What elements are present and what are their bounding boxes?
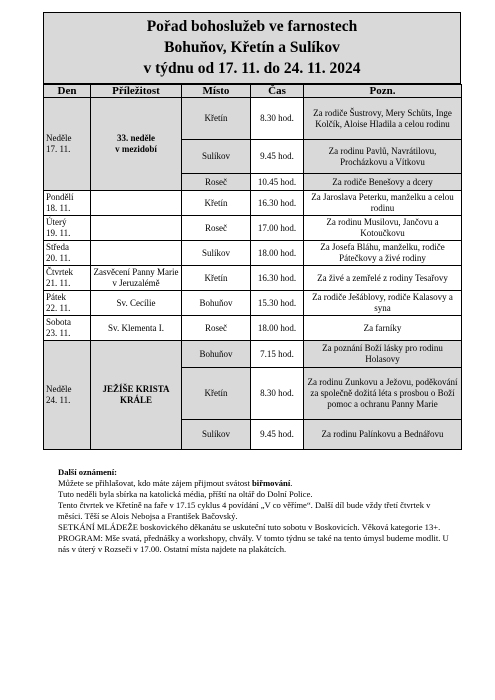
occasion-line: v mezidobí [115,144,157,154]
day-date: 19. 11. [46,228,71,238]
note-cell: Za rodiče Benešovy a dcery [304,174,462,191]
note-cell: Za farníky [304,316,462,341]
table-row [44,341,462,368]
place-cell: Křetín [182,368,251,420]
time-cell: 7.15 hod. [251,341,304,368]
table-row [44,216,462,241]
place-cell: Křetín [182,191,251,216]
occasion-line: 33. neděle [117,133,155,143]
day-date: 20. 11. [46,253,71,263]
time-cell: 9.45 hod. [251,140,304,174]
time-cell: 16.30 hod. [251,191,304,216]
header-row [44,85,462,98]
table-row [44,316,462,341]
day-date: 17. 11. [46,144,71,154]
note-cell: Za rodinu Zunkovu a Ježovu, poděkování za společně dožitá léta s prosbou o Boží pomoc a ochranu Panny Marie [304,368,462,420]
day-date: 18. 11. [46,203,71,213]
table-row [44,191,462,216]
header-den: Den [44,85,91,98]
announcement-text: . [290,478,293,488]
time-cell: 17.00 hod. [251,216,304,241]
occasion-cell [91,216,182,241]
announcement-paragraph: Tuto neděli byla sbírka na katolická média, příští na oltář do Dolní Police. [58,489,313,499]
note-cell: Za poznání Boží lásky pro rodinu Holasovy [304,341,462,368]
day-cell [44,191,91,216]
announcements-heading: Další oznámení: [58,467,117,477]
announcement-paragraph [58,478,453,489]
place-cell: Roseč [182,316,251,341]
time-cell: 16.30 hod. [251,266,304,291]
announcement-paragraph: Tento čtvrtek ve Křetíně na faře v 17.15 cyklus 4 povídání „V co věříme“. Další díl bude vždy třetí čtvrtek v měsíci. Těší se Alois Nebojsa a František Bačovský. [58,500,431,521]
day-name: Čtvrtek [46,267,73,277]
occasion-cell [91,98,182,191]
day-cell [44,266,91,291]
occasion-cell: Sv. Klementa I. [91,316,182,341]
title-line-1: Pořad bohoslužeb ve farnostech [146,18,358,35]
table-row [44,266,462,291]
title-line-2: Bohuňov, Křetín a Sulíkov [164,39,340,56]
announcements [58,467,453,555]
announcement-highlight: biřmování [252,478,291,488]
day-cell [44,241,91,266]
time-cell: 10.45 hod. [251,174,304,191]
day-date: 24. 11. [46,395,71,405]
announcement-text: Můžete se přihlašovat, kdo máte zájem přijmout svátost [58,478,253,488]
day-cell [44,216,91,241]
place-cell: Křetín [182,266,251,291]
note-cell: Za rodiče Šustrovy, Mery Schüts, Inge Kolčík, Aloise Hladila a celou rodinu [304,98,462,140]
day-date: 23. 11. [46,328,71,338]
schedule-table [43,84,462,450]
place-cell: Sulíkov [182,241,251,266]
place-cell: Roseč [182,216,251,241]
day-name: Středa [46,242,69,252]
place-cell: Bohuňov [182,341,251,368]
place-cell: Roseč [182,174,251,191]
time-cell: 8.30 hod. [251,368,304,420]
time-cell: 8.30 hod. [251,98,304,140]
note-cell: Za Josefa Bláhu, manželku, rodiče Pátečkovy a živé rodiny [304,241,462,266]
occasion-cell [91,191,182,216]
note-cell: Za rodiče Ješáblovy, rodiče Kalasovy a syna [304,291,462,316]
title-line-3: v týdnu od 17. 11. do 24. 11. 2024 [143,60,361,77]
occasion-cell: Zasvěcení Panny Marie v Jeruzalémě [91,266,182,291]
day-name: Neděle [46,133,72,143]
occasion-cell: Sv. Cecílie [91,291,182,316]
table-row [44,241,462,266]
day-name: Úterý [46,217,67,227]
note-cell: Za rodinu Pavlů, Navrátilovu, Procházkovu a Vítkovu [304,140,462,174]
table-row [44,291,462,316]
header-pozn: Pozn. [304,85,462,98]
place-cell: Sulíkov [182,420,251,450]
day-cell [44,341,91,450]
header-prilezitost: Příležitost [91,85,182,98]
day-cell [44,98,91,191]
day-name: Sobota [46,317,72,327]
occasion-line: KRÁLE [119,395,152,405]
occasion-line: JEŽÍŠE KRISTA [102,384,170,394]
announcement-paragraph: SETKÁNÍ MLÁDEŽE boskovického děkanátu se uskuteční tuto sobotu v Boskovicích. Věková kategorie 13+. PROGRAM: Mše svatá, přednášky a workshopy, chvály. V tomto týdnu se také na tento úmysl budeme modlit. U nás v úterý v Rozseči v 17.00. Ostatní místa najdete na plakátcích. [58,522,449,554]
note-cell: Za rodinu Musilovu, Jančovu a Kotoučkovu [304,216,462,241]
place-cell: Bohuňov [182,291,251,316]
day-date: 21. 11. [46,278,71,288]
occasion-cell [91,341,182,450]
time-cell: 18.00 hod. [251,316,304,341]
title-box [43,12,461,84]
day-date: 22. 11. [46,303,71,313]
day-cell [44,316,91,341]
note-cell: Za živé a zemřelé z rodiny Tesařovy [304,266,462,291]
note-cell: Za rodinu Palínkovu a Bednářovu [304,420,462,450]
occasion-cell [91,241,182,266]
day-cell [44,291,91,316]
table-row [44,98,462,140]
day-name: Neděle [46,384,72,394]
day-name: Pátek [46,292,66,302]
header-cas: Čas [251,85,304,98]
place-cell: Sulíkov [182,140,251,174]
note-cell: Za Jaroslava Peterku, manželku a celou rodinu [304,191,462,216]
time-cell: 15.30 hod. [251,291,304,316]
place-cell: Křetín [182,98,251,140]
time-cell: 18.00 hod. [251,241,304,266]
header-misto: Místo [182,85,251,98]
time-cell: 9.45 hod. [251,420,304,450]
day-name: Pondělí [46,192,74,202]
